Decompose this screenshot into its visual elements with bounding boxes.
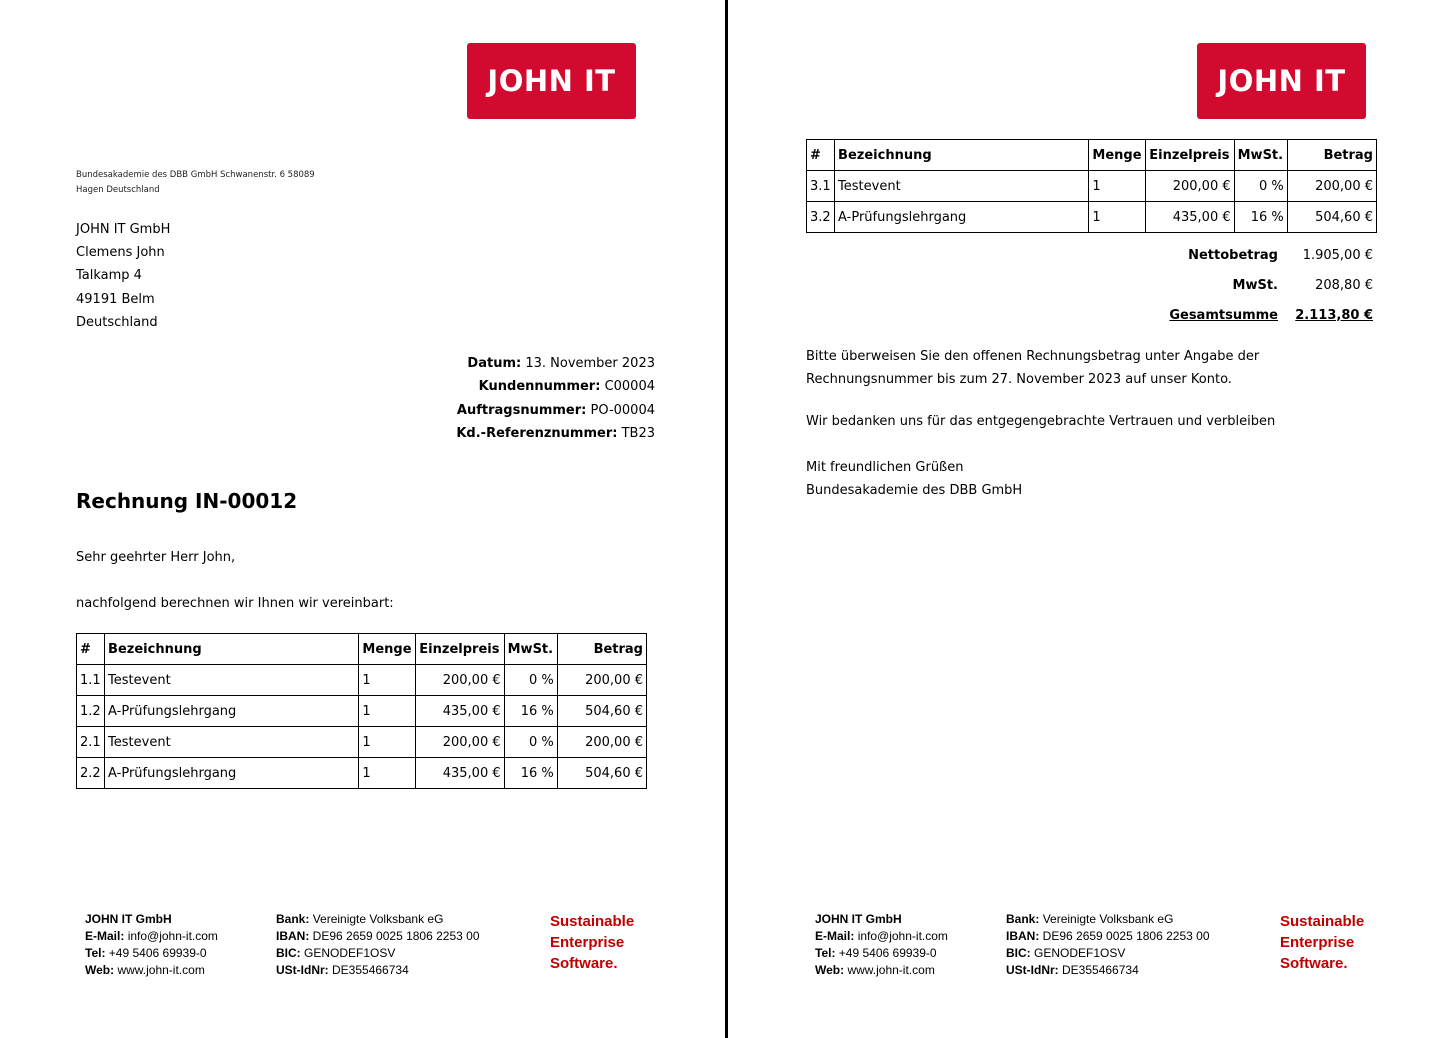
footer-email: info@john-it.com xyxy=(857,929,948,943)
company-logo xyxy=(467,43,636,119)
footer-company: JOHN IT GmbH xyxy=(815,912,902,926)
meta-order-number: Auftragsnummer: PO-00004 xyxy=(456,402,655,418)
col-header-qty: Menge xyxy=(359,634,416,665)
cell-amount: 504,60 € xyxy=(557,758,646,789)
cell-num: 1.2 xyxy=(77,696,105,727)
col-header-price: Einzelpreis xyxy=(1146,140,1234,171)
col-header-qty: Menge xyxy=(1089,140,1146,171)
address-line: JOHN IT GmbH xyxy=(76,222,171,237)
col-header-desc: Bezeichnung xyxy=(835,140,1089,171)
footer-tel: +49 5406 69939-0 xyxy=(838,946,937,960)
payment-instruction-line: Bitte überweisen Sie den offenen Rechnungsbetrag unter Angabe der xyxy=(806,349,1260,364)
net-total-row xyxy=(1106,240,1377,270)
vat-total-row xyxy=(1106,270,1377,300)
cell-qty: 1 xyxy=(359,665,416,696)
col-header-amount: Betrag xyxy=(1287,140,1376,171)
col-header-desc: Bezeichnung xyxy=(105,634,359,665)
footer-email: info@john-it.com xyxy=(127,929,218,943)
footer-iban: DE96 2659 0025 1806 2253 00 xyxy=(1042,929,1210,943)
regards-text: Mit freundlichen Grüßen xyxy=(806,460,964,475)
footer-contact: JOHN IT GmbH E-Mail: info@john-it.com Tel: +49 5406 69939-0 Web: www.john-it.com xyxy=(815,912,948,977)
cell-qty: 1 xyxy=(1089,171,1146,202)
cell-price: 200,00 € xyxy=(416,665,504,696)
grand-total-row xyxy=(1106,300,1377,330)
cell-num: 2.1 xyxy=(77,727,105,758)
footer-bank-name: Vereinigte Volksbank eG xyxy=(1042,912,1174,926)
cell-vat: 16 % xyxy=(1234,202,1287,233)
footer-company: JOHN IT GmbH xyxy=(85,912,172,926)
vat-total-label: MwSt. xyxy=(1232,277,1278,293)
grand-total-value: 2.113,80 € xyxy=(1295,307,1373,323)
cell-num: 1.1 xyxy=(77,665,105,696)
cell-amount: 200,00 € xyxy=(1287,171,1376,202)
salutation: Sehr geehrter Herr John, xyxy=(76,550,236,565)
footer-slogan: Sustainable Enterprise Software. xyxy=(1280,913,1365,972)
intro-text: nachfolgend berechnen wir Ihnen wir vereinbart: xyxy=(76,596,394,611)
cell-price: 435,00 € xyxy=(416,758,504,789)
cell-qty: 1 xyxy=(359,727,416,758)
cell-price: 200,00 € xyxy=(416,727,504,758)
logo-text: JOHN IT xyxy=(1217,64,1346,98)
address-line: Talkamp 4 xyxy=(76,268,142,284)
table-row xyxy=(77,665,647,696)
footer-bic: GENODEF1OSV xyxy=(304,946,396,960)
footer-bank: Bank: Vereinigte Volksbank eG IBAN: DE96 2659 0025 1806 2253 00 BIC: GENODEF1OSV USt-IdNr: DE355466734 xyxy=(276,912,480,977)
net-total-value: 1.905,00 € xyxy=(1302,247,1373,263)
footer-tel: +49 5406 69939-0 xyxy=(108,946,207,960)
grand-total-label: Gesamtsumme xyxy=(1169,307,1278,323)
footer-web: www.john-it.com xyxy=(117,963,205,977)
net-total-label: Nettobetrag xyxy=(1188,247,1278,263)
cell-desc: Testevent xyxy=(105,727,359,758)
cell-price: 435,00 € xyxy=(416,696,504,727)
cell-vat: 0 % xyxy=(504,665,557,696)
cell-vat: 0 % xyxy=(504,727,557,758)
cell-desc: Testevent xyxy=(105,665,359,696)
table-header-row xyxy=(77,634,647,665)
cell-vat: 16 % xyxy=(504,758,557,789)
footer-bic: GENODEF1OSV xyxy=(1034,946,1126,960)
footer-bank-name: Vereinigte Volksbank eG xyxy=(312,912,444,926)
cell-num: 3.2 xyxy=(807,202,835,233)
footer-vat-id: DE355466734 xyxy=(1062,963,1139,977)
cell-price: 435,00 € xyxy=(1146,202,1234,233)
footer-bank: Bank: Vereinigte Volksbank eG IBAN: DE96 2659 0025 1806 2253 00 BIC: GENODEF1OSV USt-IdNr: DE355466734 xyxy=(1006,912,1210,977)
signature-text: Bundesakademie des DBB GmbH xyxy=(806,483,1023,498)
table-row xyxy=(807,171,1377,202)
meta-reference-number: Kd.-Referenznummer: TB23 xyxy=(456,426,655,442)
cell-num: 3.1 xyxy=(807,171,835,202)
invoice-meta xyxy=(456,352,655,446)
cell-qty: 1 xyxy=(1089,202,1146,233)
cell-vat: 0 % xyxy=(1234,171,1287,202)
address-line: Deutschland xyxy=(76,314,158,330)
cell-amount: 504,60 € xyxy=(557,696,646,727)
table-row xyxy=(77,758,647,789)
cell-price: 200,00 € xyxy=(1146,171,1234,202)
cell-amount: 200,00 € xyxy=(557,727,646,758)
cell-desc: A-Prüfungslehrgang xyxy=(105,696,359,727)
closing-text xyxy=(806,345,1406,502)
line-items-table xyxy=(806,139,1377,233)
footer-iban: DE96 2659 0025 1806 2253 00 xyxy=(312,929,480,943)
cell-amount: 200,00 € xyxy=(557,665,646,696)
cell-desc: A-Prüfungslehrgang xyxy=(105,758,359,789)
payment-instruction-line: Rechnungsnummer bis zum 27. November 2023 auf unser Konto. xyxy=(806,372,1232,387)
footer-web: www.john-it.com xyxy=(847,963,935,977)
footer-slogan: Sustainable Enterprise Software. xyxy=(550,913,635,972)
cell-vat: 16 % xyxy=(504,696,557,727)
cell-num: 2.2 xyxy=(77,758,105,789)
table-header-row xyxy=(807,140,1377,171)
address-line: Clemens John xyxy=(76,245,165,261)
cell-qty: 1 xyxy=(359,758,416,789)
footer-vat-id: DE355466734 xyxy=(332,963,409,977)
sender-return-address: Bundesakademie des DBB GmbH Schwanenstr. 6 58089 Hagen Deutschland xyxy=(76,170,315,195)
cell-amount: 504,60 € xyxy=(1287,202,1376,233)
col-header-num: # xyxy=(77,634,105,665)
table-row xyxy=(77,727,647,758)
meta-date: Datum: 13. November 2023 xyxy=(467,356,655,371)
address-line: 49191 Belm xyxy=(76,291,155,307)
meta-customer-number: Kundennummer: C00004 xyxy=(478,379,655,395)
cell-desc: A-Prüfungslehrgang xyxy=(835,202,1089,233)
line-items-table xyxy=(76,633,647,789)
col-header-vat: MwSt. xyxy=(504,634,557,665)
page-title: Rechnung IN-00012 xyxy=(76,489,298,513)
col-header-num: # xyxy=(807,140,835,171)
cell-qty: 1 xyxy=(359,696,416,727)
totals-block xyxy=(1106,240,1377,330)
thanks-text: Wir bedanken uns für das entgegengebrachte Vertrauen und verbleiben xyxy=(806,414,1276,429)
recipient-address xyxy=(76,218,170,334)
col-header-price: Einzelpreis xyxy=(416,634,504,665)
logo-text: JOHN IT xyxy=(487,64,616,98)
table-row xyxy=(807,202,1377,233)
cell-desc: Testevent xyxy=(835,171,1089,202)
page-divider xyxy=(725,0,728,1038)
footer-contact: JOHN IT GmbH E-Mail: info@john-it.com Tel: +49 5406 69939-0 Web: www.john-it.com xyxy=(85,912,218,977)
company-logo xyxy=(1197,43,1366,119)
invoice-page-2 xyxy=(730,0,1452,1038)
table-row xyxy=(77,696,647,727)
vat-total-value: 208,80 € xyxy=(1315,277,1373,293)
col-header-vat: MwSt. xyxy=(1234,140,1287,171)
col-header-amount: Betrag xyxy=(557,634,646,665)
